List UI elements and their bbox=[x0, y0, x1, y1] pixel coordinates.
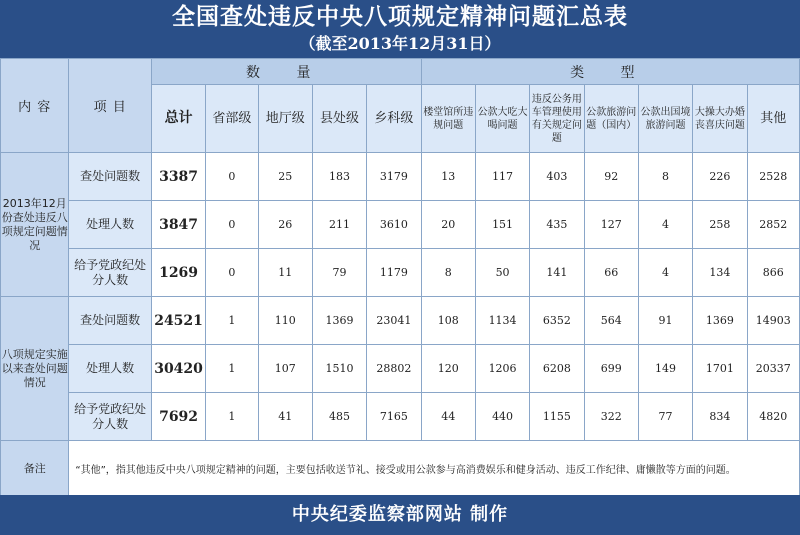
table-row bbox=[1, 345, 800, 393]
cell-county: 485 bbox=[312, 393, 366, 441]
cell-total: 3387 bbox=[151, 153, 205, 201]
cell-prefectural: 110 bbox=[258, 297, 312, 345]
col-provincial: 省部级 bbox=[206, 85, 258, 153]
footer-credit: 中央纪委监察部网站 制作 bbox=[0, 495, 800, 535]
cell-total: 1269 bbox=[151, 249, 205, 297]
cell-total: 3847 bbox=[151, 201, 205, 249]
cell-building: 8 bbox=[421, 249, 475, 297]
cell-township: 28802 bbox=[367, 345, 421, 393]
cell-ceremony: 134 bbox=[693, 249, 747, 297]
cell-prefectural: 26 bbox=[258, 201, 312, 249]
cell-overseas-travel: 91 bbox=[638, 297, 692, 345]
cell-prefectural: 41 bbox=[258, 393, 312, 441]
quantity-group-header: 数 量 bbox=[151, 59, 421, 85]
page-title: 全国查处违反中央八项规定精神问题汇总表 bbox=[172, 3, 628, 30]
cell-ceremony: 226 bbox=[693, 153, 747, 201]
table-row bbox=[1, 153, 800, 201]
cell-vehicle: 435 bbox=[530, 201, 584, 249]
cell-building: 108 bbox=[421, 297, 475, 345]
col-ceremony: 大操大办婚丧喜庆问题 bbox=[693, 85, 747, 153]
cell-other: 4820 bbox=[747, 393, 799, 441]
cell-township: 3179 bbox=[367, 153, 421, 201]
row-item: 查处问题数 bbox=[69, 153, 152, 201]
cell-ceremony: 258 bbox=[693, 201, 747, 249]
cell-other: 20337 bbox=[747, 345, 799, 393]
cell-vehicle: 1155 bbox=[530, 393, 584, 441]
col-vehicle: 违反公务用车管理使用有关规定问题 bbox=[530, 85, 584, 153]
col-township: 乡科级 bbox=[367, 85, 421, 153]
cell-building: 13 bbox=[421, 153, 475, 201]
cell-banquet: 117 bbox=[475, 153, 529, 201]
row-item: 处理人数 bbox=[69, 345, 152, 393]
cell-county: 1510 bbox=[312, 345, 366, 393]
cell-other: 2852 bbox=[747, 201, 799, 249]
row-item: 查处问题数 bbox=[69, 297, 152, 345]
col-prefectural: 地厅级 bbox=[258, 85, 312, 153]
cell-banquet: 151 bbox=[475, 201, 529, 249]
col-county: 县处级 bbox=[312, 85, 366, 153]
cell-provincial: 1 bbox=[206, 297, 258, 345]
cell-vehicle: 403 bbox=[530, 153, 584, 201]
col-other: 其他 bbox=[747, 85, 799, 153]
cell-overseas-travel: 4 bbox=[638, 201, 692, 249]
col-overseas-travel: 公款出国境旅游问题 bbox=[638, 85, 692, 153]
table-row bbox=[1, 297, 800, 345]
note-label: 备注 bbox=[1, 441, 69, 496]
cell-county: 1369 bbox=[312, 297, 366, 345]
cell-other: 14903 bbox=[747, 297, 799, 345]
item-header: 项 目 bbox=[69, 59, 152, 153]
cell-township: 7165 bbox=[367, 393, 421, 441]
cell-prefectural: 11 bbox=[258, 249, 312, 297]
group-label: 2013年12月份查处违反八项规定问题情况 bbox=[1, 153, 69, 297]
summary-table bbox=[0, 58, 800, 496]
col-total: 总计 bbox=[151, 85, 205, 153]
cell-vehicle: 141 bbox=[530, 249, 584, 297]
cell-domestic-travel: 564 bbox=[584, 297, 638, 345]
cell-total: 24521 bbox=[151, 297, 205, 345]
row-item: 给予党政纪处分人数 bbox=[69, 393, 152, 441]
cell-banquet: 1206 bbox=[475, 345, 529, 393]
cell-domestic-travel: 127 bbox=[584, 201, 638, 249]
col-banquet: 公款大吃大喝问题 bbox=[475, 85, 529, 153]
cell-provincial: 0 bbox=[206, 249, 258, 297]
row-item: 给予党政纪处分人数 bbox=[69, 249, 152, 297]
cell-county: 183 bbox=[312, 153, 366, 201]
cell-prefectural: 25 bbox=[258, 153, 312, 201]
cell-county: 79 bbox=[312, 249, 366, 297]
cell-banquet: 1134 bbox=[475, 297, 529, 345]
table-row bbox=[1, 201, 800, 249]
cell-township: 1179 bbox=[367, 249, 421, 297]
cell-building: 20 bbox=[421, 201, 475, 249]
table-row bbox=[1, 249, 800, 297]
cell-domestic-travel: 66 bbox=[584, 249, 638, 297]
cell-total: 30420 bbox=[151, 345, 205, 393]
cell-overseas-travel: 77 bbox=[638, 393, 692, 441]
cell-domestic-travel: 699 bbox=[584, 345, 638, 393]
cell-other: 2528 bbox=[747, 153, 799, 201]
cell-provincial: 0 bbox=[206, 201, 258, 249]
page-subtitle: （截至2013年12月31日） bbox=[299, 34, 501, 53]
cell-domestic-travel: 92 bbox=[584, 153, 638, 201]
cell-provincial: 1 bbox=[206, 345, 258, 393]
note-text: “其他”，指其他违反中央八项规定精神的问题，主要包括收送节礼、接受或用公款参与高消费娱乐和健身活动、违反工作纪律、庸懒散等方面的问题。 bbox=[69, 441, 800, 496]
cell-other: 866 bbox=[747, 249, 799, 297]
cell-ceremony: 834 bbox=[693, 393, 747, 441]
col-building: 楼堂馆所违规问题 bbox=[421, 85, 475, 153]
cell-total: 7692 bbox=[151, 393, 205, 441]
cell-county: 211 bbox=[312, 201, 366, 249]
row-item: 处理人数 bbox=[69, 201, 152, 249]
col-domestic-travel: 公款旅游问题（国内） bbox=[584, 85, 638, 153]
cell-building: 44 bbox=[421, 393, 475, 441]
content-header: 内 容 bbox=[1, 59, 69, 153]
title-banner bbox=[0, 0, 800, 58]
cell-overseas-travel: 4 bbox=[638, 249, 692, 297]
group-header-row bbox=[1, 59, 800, 85]
cell-township: 23041 bbox=[367, 297, 421, 345]
cell-overseas-travel: 149 bbox=[638, 345, 692, 393]
group-label: 八项规定实施以来查处问题情况 bbox=[1, 297, 69, 441]
cell-banquet: 50 bbox=[475, 249, 529, 297]
cell-provincial: 1 bbox=[206, 393, 258, 441]
cell-domestic-travel: 322 bbox=[584, 393, 638, 441]
cell-ceremony: 1701 bbox=[693, 345, 747, 393]
cell-provincial: 0 bbox=[206, 153, 258, 201]
type-group-header: 类 型 bbox=[421, 59, 799, 85]
cell-building: 120 bbox=[421, 345, 475, 393]
cell-township: 3610 bbox=[367, 201, 421, 249]
table-row bbox=[1, 393, 800, 441]
cell-vehicle: 6352 bbox=[530, 297, 584, 345]
note-row bbox=[1, 441, 800, 496]
cell-ceremony: 1369 bbox=[693, 297, 747, 345]
cell-banquet: 440 bbox=[475, 393, 529, 441]
cell-overseas-travel: 8 bbox=[638, 153, 692, 201]
cell-vehicle: 6208 bbox=[530, 345, 584, 393]
cell-prefectural: 107 bbox=[258, 345, 312, 393]
